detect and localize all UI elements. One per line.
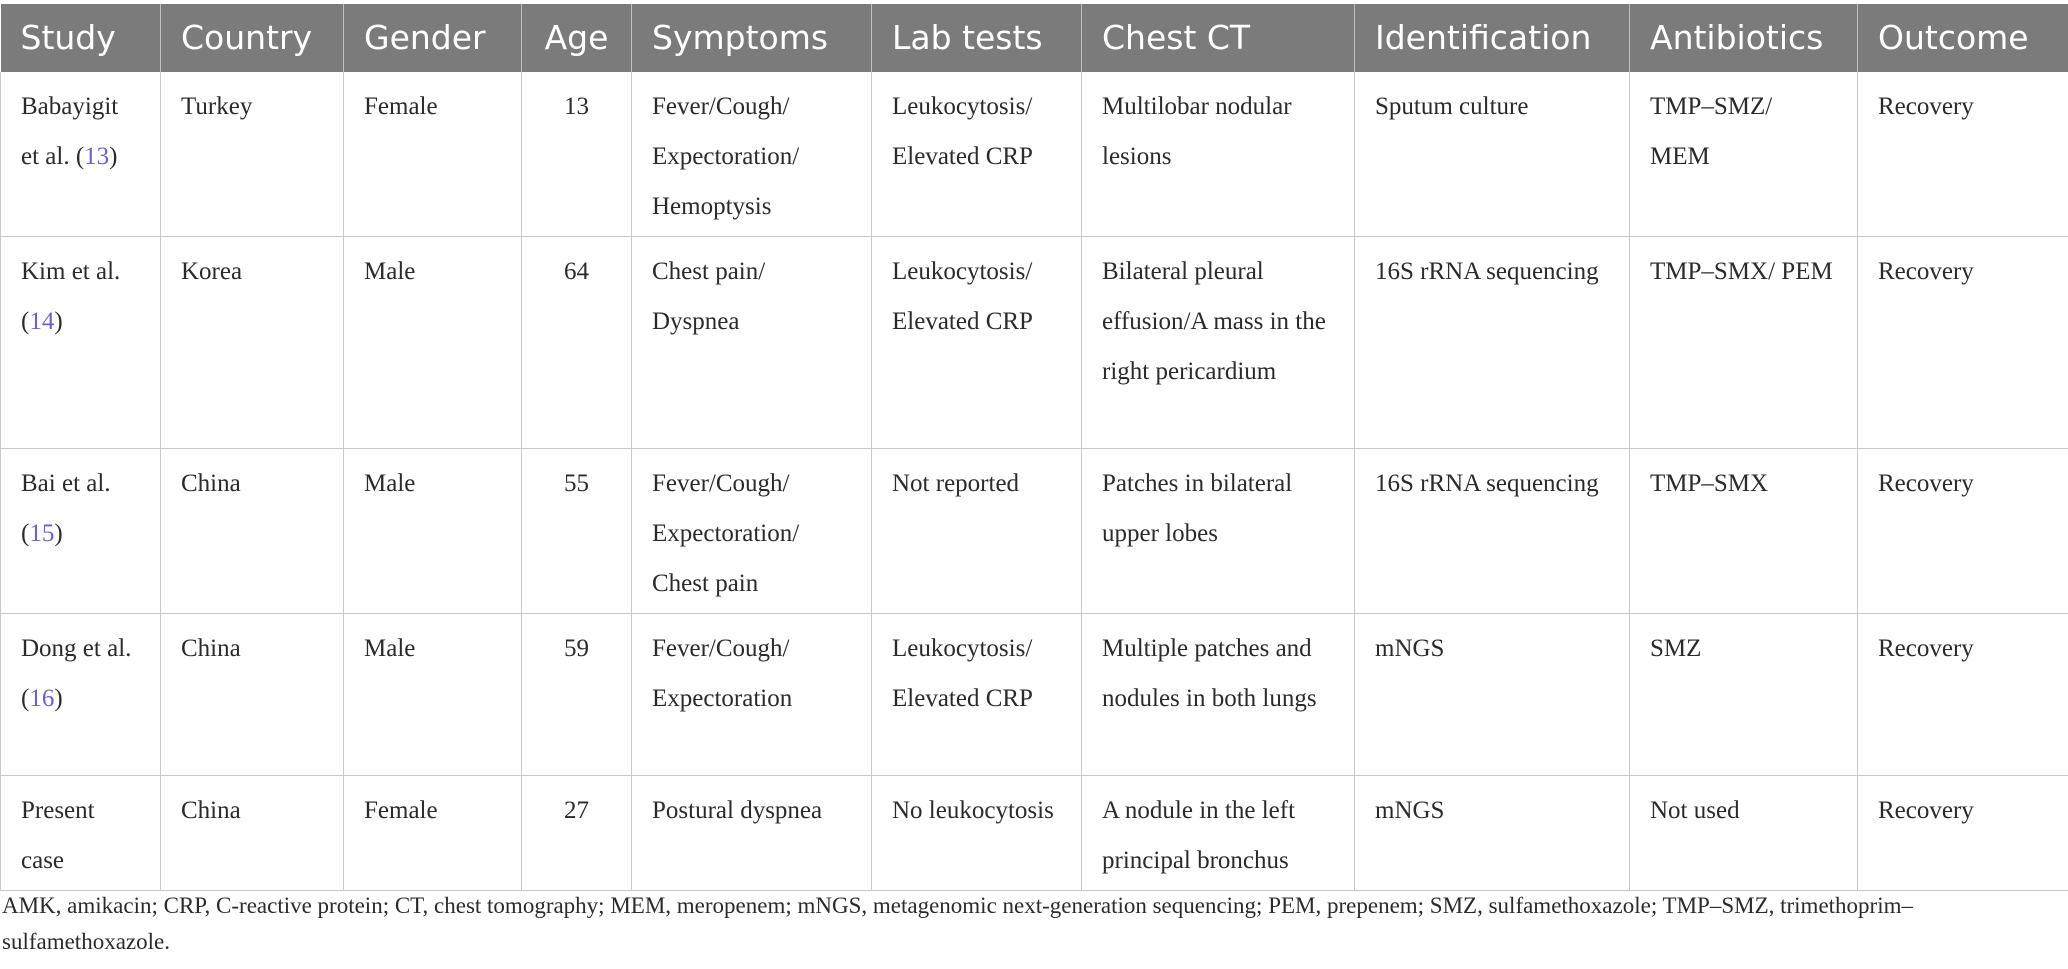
cell-country: China [161,449,344,614]
cell-lab-tests: Leukocytosis/ Elevated CRP [872,614,1082,776]
cell-outcome: Recovery [1858,72,2068,237]
header-antibiotics: Antibiotics [1630,4,1858,72]
header-chest-ct: Chest CT [1082,4,1355,72]
cell-age: 59 [522,614,632,776]
cell-gender: Female [344,776,522,891]
cell-lab-tests: No leukocytosis [872,776,1082,891]
table-footnote: AMK, amikacin; CRP, C-reactive protein; CT, chest tomography; MEM, meropenem; mNGS, metagenomic next-generation sequencing; PEM, prepenem; SMZ, sulfamethoxazole; TMP–SMZ, trimethoprim–sulfamethoxazole. [2,893,1913,954]
cell-country: Turkey [161,72,344,237]
cell-study: Present case [1,776,161,891]
cell-symptoms: Fever/Cough/ Expectoration/ Chest pain [632,449,872,614]
cell-age: 27 [522,776,632,891]
cell-country: China [161,776,344,891]
reference-link[interactable]: 15 [29,520,55,547]
cell-gender: Male [344,237,522,449]
reference-link[interactable]: 14 [29,308,55,335]
cell-symptoms: Chest pain/ Dyspnea [632,237,872,449]
header-study: Study [1,4,161,72]
cell-study: Bai et al. (15) [1,449,161,614]
cell-chest-ct: Multiple patches and nodules in both lungs [1082,614,1355,776]
cell-identification: mNGS [1355,776,1630,891]
table-row [1,614,2068,776]
cell-study: Kim et al. (14) [1,237,161,449]
cell-antibiotics: TMP–SMX [1630,449,1858,614]
cell-outcome: Recovery [1858,614,2068,776]
table-row [1,449,2068,614]
cell-age: 13 [522,72,632,237]
header-age: Age [522,4,632,72]
cell-outcome: Recovery [1858,776,2068,891]
cell-lab-tests: Leukocytosis/ Elevated CRP [872,72,1082,237]
cell-antibiotics: SMZ [1630,614,1858,776]
cell-identification: Sputum culture [1355,72,1630,237]
cell-antibiotics: Not used [1630,776,1858,891]
header-country: Country [161,4,344,72]
cell-chest-ct: A nodule in the left principal bronchus [1082,776,1355,891]
cell-outcome: Recovery [1858,449,2068,614]
header-symptoms: Symptoms [632,4,872,72]
cell-outcome: Recovery [1858,237,2068,449]
cell-country: China [161,614,344,776]
table-row [1,776,2068,891]
cell-chest-ct: Patches in bilateral upper lobes [1082,449,1355,614]
cell-age: 55 [522,449,632,614]
cell-study: Babayigit et al. (13) [1,72,161,237]
case-comparison-table [0,4,2068,891]
cell-gender: Male [344,449,522,614]
cell-symptoms: Fever/Cough/ Expectoration/ Hemoptysis [632,72,872,237]
cell-gender: Male [344,614,522,776]
table-header-row [1,4,2068,72]
reference-link[interactable]: 16 [29,685,55,712]
cell-antibiotics: TMP–SMZ/ MEM [1630,72,1858,237]
cell-country: Korea [161,237,344,449]
table-row [1,237,2068,449]
header-lab-tests: Lab tests [872,4,1082,72]
header-gender: Gender [344,4,522,72]
cell-age: 64 [522,237,632,449]
cell-symptoms: Postural dyspnea [632,776,872,891]
cell-chest-ct: Multilobar nodular lesions [1082,72,1355,237]
cell-identification: mNGS [1355,614,1630,776]
cell-study: Dong et al. (16) [1,614,161,776]
header-outcome: Outcome [1858,4,2068,72]
cell-chest-ct: Bilateral pleural effusion/A mass in the right pericardium [1082,237,1355,449]
cell-lab-tests: Not reported [872,449,1082,614]
cell-symptoms: Fever/Cough/ Expectoration [632,614,872,776]
reference-link[interactable]: 13 [84,143,110,170]
cell-lab-tests: Leukocytosis/ Elevated CRP [872,237,1082,449]
table-row [1,72,2068,237]
cell-antibiotics: TMP–SMX/ PEM [1630,237,1858,449]
header-identification: Identification [1355,4,1630,72]
cell-gender: Female [344,72,522,237]
cell-identification: 16S rRNA sequencing [1355,237,1630,449]
cell-identification: 16S rRNA sequencing [1355,449,1630,614]
